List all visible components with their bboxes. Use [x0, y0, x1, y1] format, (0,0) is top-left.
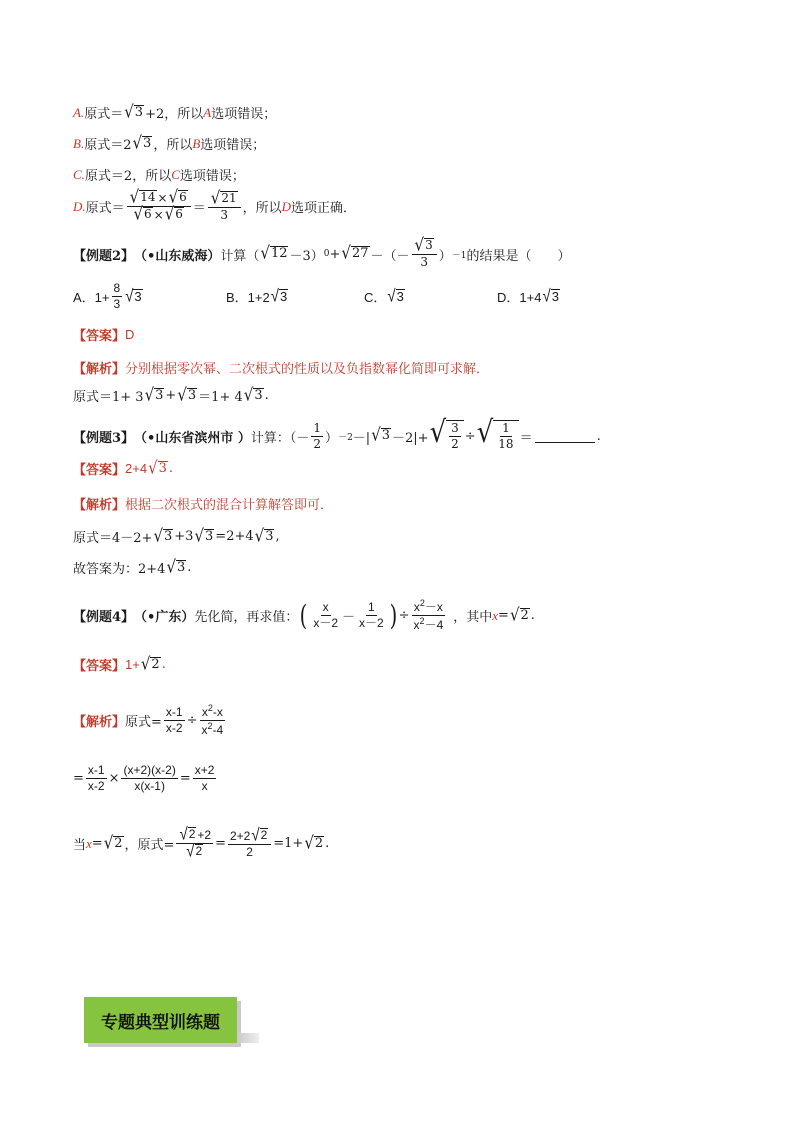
text: ）	[325, 430, 339, 446]
example-tag: 【例题2】	[73, 248, 135, 264]
text: －|	[352, 430, 371, 446]
option-c-ref: C	[171, 166, 180, 182]
example-3-calc1: 原式＝4－2+ √ 3 +3 √ 3 =2+4 √ 3 ,	[73, 525, 280, 546]
example-3-analysis	[73, 494, 333, 513]
option-d-text: 原式＝	[85, 201, 125, 216]
text: +	[165, 388, 177, 403]
choice-d: D．1+4 √ 3	[497, 286, 559, 306]
example-source: （•山东省滨州市 ）	[134, 430, 251, 446]
equals: ＝	[192, 201, 206, 216]
answer-tag: 【答案】	[73, 329, 126, 344]
text: =1+	[273, 836, 304, 851]
option-c-text: 原式＝2，所以	[84, 169, 172, 184]
text: 先化简，再求值：	[194, 610, 299, 625]
example-3-answer: 【答案】 2+4 √ 3 .	[73, 457, 174, 478]
text: 原式＝4－2+	[73, 531, 153, 546]
text: .	[530, 608, 535, 623]
sqrt-12: √ 12	[260, 242, 288, 264]
answer-value: 2+4	[125, 461, 148, 476]
text: +	[329, 246, 341, 262]
example-4-eval: 当 x = √ 2 ，原式= √ 2 +2 √ 2 = 2+2 √ 2 2 =1+ √ 2 .	[73, 824, 330, 862]
option-d-line	[73, 186, 357, 225]
text: ,	[275, 529, 280, 544]
text: =	[73, 771, 84, 786]
text: ×	[108, 771, 120, 786]
option-b-text: 原式＝2	[84, 138, 132, 153]
text: 当	[73, 838, 87, 853]
option-d-label: D.	[73, 198, 86, 214]
section-banner: 专题典型训练题	[84, 997, 237, 1043]
example-2-answer	[73, 325, 134, 344]
text: .	[264, 388, 269, 403]
text: －3）	[289, 248, 324, 264]
text: ）	[438, 248, 452, 264]
example-2-question	[73, 234, 571, 270]
answer-value: 1+	[125, 657, 140, 672]
example-tag: 【例题3】	[73, 430, 135, 446]
text: .	[161, 657, 166, 672]
example-4-answer: 【答案】 1+ √ 2 .	[73, 653, 166, 674]
text: =	[498, 608, 509, 623]
text: .	[168, 461, 174, 476]
text: 原式=	[125, 715, 162, 730]
example-2-calc: 原式＝1+ 3 √ 3 + √ 3 ＝1+ 4 √ 3 .	[73, 384, 269, 405]
answer-blank[interactable]	[535, 430, 595, 443]
text: ，其中	[453, 610, 493, 625]
option-b-text3: 选项错误；	[200, 138, 266, 153]
text: =	[91, 836, 103, 851]
option-b-text2: ，所以	[153, 138, 193, 153]
text: .	[596, 428, 601, 444]
option-a-text3: 选项错误；	[211, 107, 277, 122]
example-source: （•山东威海）	[134, 248, 221, 264]
option-a-text: 原式＝	[84, 107, 124, 122]
option-a-text2: +2，所以	[145, 107, 204, 122]
fraction: √ 3 3	[412, 238, 437, 270]
example-4-question: 【例题4】 （•广东） 先化简，再求值： ( $\frac{x}{x-2}$ － $\frac{1}{x-2}$ ) ÷ $\frac{x^2-x}{x^2-4}$ ，其中 x = √ 2 .	[73, 598, 535, 632]
text: .	[325, 836, 330, 851]
text: 原式＝1+ 3	[73, 390, 144, 405]
answer-value: D	[125, 327, 135, 342]
analysis-tag: 【解析】	[73, 362, 126, 377]
sqrt-3: √ 3	[132, 132, 152, 153]
option-a-label: A.	[73, 104, 85, 120]
option-d-text3: 选项正确．	[291, 201, 357, 216]
example-2-analysis	[73, 358, 489, 377]
option-d-ref: D	[281, 198, 292, 214]
text: =	[215, 836, 226, 851]
exponent: －2	[338, 432, 353, 443]
option-b-ref: B	[192, 135, 201, 151]
analysis-text: 分别根据零次幂、二次根式的性质以及负指数幂化简即可求解．	[125, 362, 490, 377]
choice-b: B．1+2 √ 3	[226, 286, 288, 306]
analysis-tag: 【解析】	[73, 498, 126, 513]
text: 的结果是（ ）	[466, 248, 571, 264]
text: －	[342, 610, 356, 625]
text: ÷	[186, 713, 198, 728]
text: +3	[174, 529, 194, 544]
text: ÷	[398, 608, 410, 623]
text: 计算（	[220, 248, 260, 264]
example-tag: 【例题4】	[73, 610, 135, 625]
example-source: （•广东）	[134, 610, 195, 625]
option-c-line	[73, 165, 245, 184]
variable-x: x	[492, 607, 499, 623]
text: －（－	[370, 248, 410, 264]
fraction: √ 14 × √ 6 √ 6 × √ 6	[127, 190, 191, 223]
text: ，原式=	[124, 838, 175, 853]
text: －2|+	[392, 430, 429, 446]
option-c-text3: 选项错误；	[179, 169, 245, 184]
option-d-text2: ，所以	[242, 201, 282, 216]
text: 故答案为：2+4	[73, 562, 166, 577]
text: ÷	[464, 428, 476, 444]
text: ＝1+ 4	[198, 390, 243, 405]
variable-x: x	[86, 835, 92, 851]
answer-tag: 【答案】	[73, 463, 126, 478]
banner-shadow	[237, 1033, 259, 1043]
option-a-line	[73, 103, 276, 122]
sqrt-3: √ 3	[124, 101, 144, 122]
text: =2+4	[215, 529, 254, 544]
example-4-step: = $\frac{x-1}{x-2}$ × $\frac{(x+2)(x-2)}{x(x-1)}$ = $\frac{x+2}{x}$	[73, 763, 215, 793]
text: ＝	[519, 430, 533, 446]
fraction: √ 21 3	[208, 191, 241, 223]
example-3-calc2: 故答案为：2+4 √ 3 .	[73, 556, 192, 577]
exponent: －1	[451, 250, 467, 261]
example-4-analysis: 【解析】 原式= $\frac{x-1}{x-2}$ ÷ $\frac{x^2-x}{x^2-4}$	[73, 703, 224, 737]
option-b-label: B.	[73, 135, 85, 151]
analysis-tag: 【解析】	[73, 715, 126, 730]
text: 计算：（－	[250, 430, 310, 446]
text: =	[179, 771, 191, 786]
option-b-line	[73, 134, 265, 153]
option-c-label: C.	[73, 166, 85, 182]
exponent: 0	[323, 249, 330, 259]
option-a-ref: A	[203, 104, 212, 120]
answer-tag: 【答案】	[73, 659, 126, 674]
choice-a: A．1+ $\frac{8}{3}$ √ 3	[73, 281, 142, 311]
analysis-text: 根据二次根式的混合计算解答即可．	[125, 498, 334, 513]
choice-c: C． √ 3	[364, 286, 404, 306]
text: .	[187, 560, 192, 575]
example-3-question: 【例题3】 （•山东省滨州市 ） 计算：（－ $\frac{1}{2}$ ） －2 －| √ 3 －2|+ √ $\frac{3}{2}$ ÷ √ $\frac{1}{18}$ ＝ .	[73, 415, 601, 451]
sqrt-27: √ 27	[341, 242, 369, 264]
